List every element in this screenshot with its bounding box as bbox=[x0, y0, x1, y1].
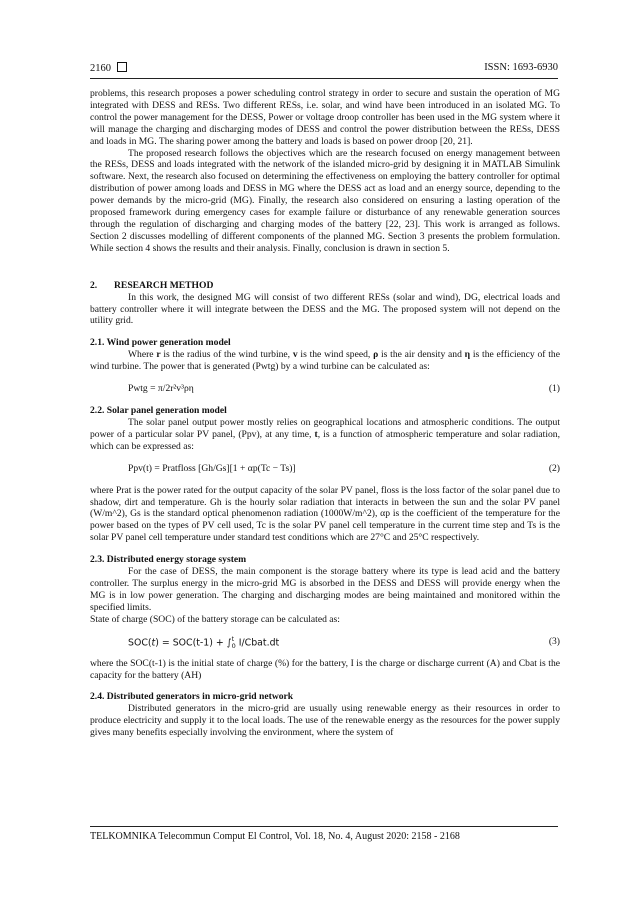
equation-3 bbox=[128, 636, 560, 648]
subsection-2-4-paragraph: Distributed generators in the micro-grid are usually using renewable energy as their resources in order to produce electricity and supply it to the local loads. The use of the renewable energy as the resources for the power supply gives many benefits especially involving the environment, where the system of bbox=[90, 703, 560, 739]
equation-2-number: (2) bbox=[548, 462, 560, 474]
subsection-2-2-heading: 2.2. Solar panel generation model bbox=[90, 405, 227, 417]
subsection-2-3-paragraph-2: where the SOC(t-1) is the initial state of charge (%) for the battery, I is the charge or discharge current (A) and Cbat is the capacity for the battery (AH) bbox=[90, 657, 560, 681]
section-2-paragraph: In this work, the designed MG will consist of two different RESs (solar and wind), DG, electrical loads and battery controller where it will integrate between the DESS and the MG. The proposed system will not depend on the utility grid. bbox=[90, 291, 560, 327]
section-2-number: 2. bbox=[90, 279, 98, 291]
soc-intro-line: State of charge (SOC) of the battery storage can be calculated as: bbox=[90, 613, 340, 625]
running-header bbox=[90, 62, 558, 79]
equation-1 bbox=[128, 383, 560, 395]
subsection-2-3-paragraph: For the case of DESS, the main component is the storage battery where its type is lead acid and the battery controller. The surplus energy in the micro-grid MG is absorbed in the DESS and DESS will provide energy when the MG is in low power generation. The charging and discharging modes are being maintained and monitored within the specified limits. bbox=[90, 566, 560, 613]
subsection-2-2-paragraph-2: where Prat is the power rated for the output capacity of the solar PV panel, floss is the loss factor of the solar panel due to shadow, dirt and temperature. Gh is the hourly solar radiation that interacts in between the sun and the solar PV panel (W/m^2), Gs is the standard optical phenomenon radiation (1000W/m^2), αp is the coefficient of the temperature for the power based on the types of PV cell used, Tc is the solar PV panel cell temperature in the current time step and Ts is the solar PV panel cell temperature under standard test conditions which are 27°C and 25°C respectively. bbox=[90, 484, 560, 544]
equation-3-expression: SOC(t) = SOC(t-1) + ∫ t 0 I/Cbat.dt bbox=[128, 634, 280, 650]
article-body bbox=[90, 88, 560, 739]
equation-1-number: (1) bbox=[548, 383, 560, 395]
equation-3-number: (3) bbox=[548, 635, 560, 647]
equation-1-expression: Pwtg = π/2r²v³ρη bbox=[128, 383, 194, 395]
square-icon bbox=[117, 62, 127, 72]
subsection-2-2-paragraph: The solar panel output power mostly relies on geographical locations and atmospheric conditions. The output power of a particular solar PV panel, (Ppv), at any time, t, is a function of atmospheric temperature and solar radiation, which can be expressed as: bbox=[90, 416, 560, 452]
intro-paragraph-1: problems, this research proposes a power scheduling control strategy in order to secure and sustain the operation of MG integrated with DESS and RESs. Two different RESs, i.e. solar, and wind have been introduced in an isolated MG. To control the power management for the DESS, Power or voltage droop controller has been used in the MG system where it will manage the charging and discharging modes of DESS and control the power distribution between the RESs, DESS and loads in MG. The sharing power among the battery and loads is based on power droop [20, 21]. bbox=[90, 88, 560, 147]
intro-paragraph-2: The proposed research follows the objectives which are the research focused on energy management between the RESs, DESS and loads integrated with the network of the islanded micro-grid by designing it in MATLAB Simulink software. Next, the research also focused on determining the effectiveness on employing the battery controller for optimal distribution of power among loads and DESS in MG where the DESS act as load and an energy source, depending to the power demands by the micro-grid (MG). Finally, the research also considered on ensuring a lasting operation of the proposed framework during emergency cases for example failure or disturbance of any renewable generation sources through the regulation of discharging and charging modes of the battery [22, 23]. This work is arranged as follows. Section 2 discusses modelling of different components of the planned MG. Section 3 presents the problem formulation. While section 4 shows the results and their analysis. Finally, conclusion is drawn in section 5. bbox=[90, 147, 560, 254]
page-number: 2160 bbox=[90, 62, 127, 74]
equation-2-expression: Ppv(t) = Pratfloss [Gh/Gs][1 + αp(Tc − Ts)] bbox=[128, 462, 296, 474]
subsection-2-4-heading: 2.4. Distributed generators in micro-grid network bbox=[90, 691, 294, 703]
subsection-2-1-heading: 2.1. Wind power generation model bbox=[90, 337, 231, 349]
issn-label: ISSN: 1693-6930 bbox=[484, 62, 558, 73]
running-footer: TELKOMNIKA Telecommun Comput El Control, Vol. 18, No. 4, August 2020: 2158 - 2168 bbox=[90, 826, 558, 842]
subsection-2-3-heading: 2.3. Distributed energy storage system bbox=[90, 554, 247, 566]
equation-2 bbox=[128, 463, 560, 475]
section-2-title: RESEARCH METHOD bbox=[114, 279, 214, 291]
section-2-heading bbox=[90, 280, 560, 292]
subsection-2-1-paragraph: Where r is the radius of the wind turbine, v is the wind speed, ρ is the air density and η is the efficiency of the wind turbine. The power that is generated (Pwtg) by a wind turbine can be calculated as: bbox=[90, 349, 560, 373]
